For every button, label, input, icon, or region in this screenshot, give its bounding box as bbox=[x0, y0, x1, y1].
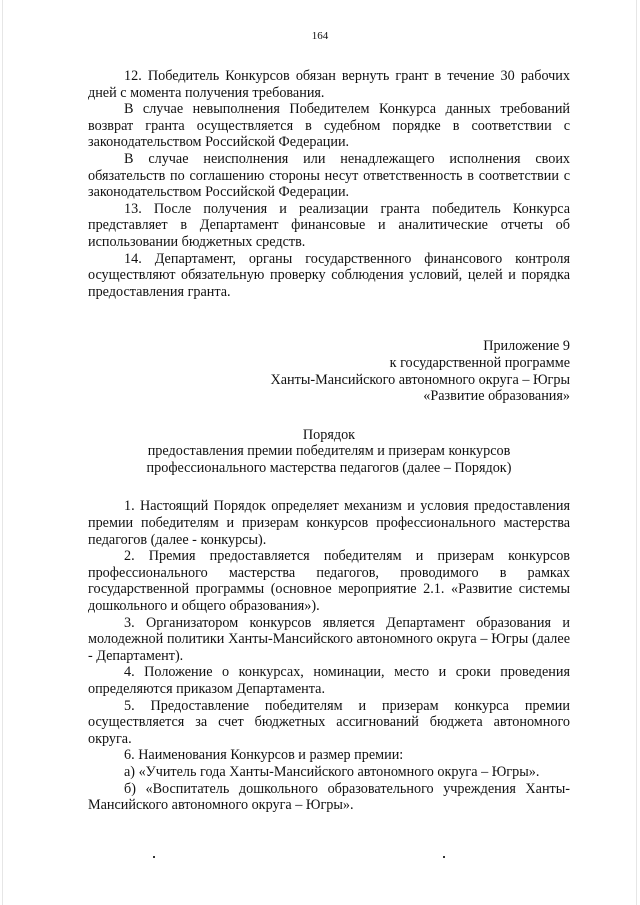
paragraph-reports: 13. После получения и реализации гранта победитель Конкурса представляет в Департамент финансовые и аналитические отчеты об использовании бюджетных средств. bbox=[88, 200, 570, 250]
paragraph-6a: а) «Учитель года Ханты-Мансийского автономного округа – Югры». bbox=[124, 763, 540, 780]
paragraph-4: 4. Положение о конкурсах, номинации, место и сроки проведения определяются приказом Департамента. bbox=[88, 664, 570, 697]
document-subtitle-line2: профессионального мастерства педагогов (далее – Порядок) bbox=[146, 459, 512, 476]
document-body bbox=[88, 68, 570, 814]
appendix-program: к государственной программе bbox=[389, 354, 570, 371]
appendix-program-name: «Развитие образования» bbox=[423, 388, 570, 405]
document-subtitle-line1: предоставления премии победителям и призерам конкурсов bbox=[147, 443, 511, 460]
scan-left-edge bbox=[2, 0, 3, 905]
scan-speck-right bbox=[443, 856, 445, 858]
paragraph-control: 14. Департамент, органы государственного финансового контроля осуществляют обязательную проверку соблюдения условий, целей и порядка предоставления гранта. bbox=[88, 250, 570, 300]
appendix-number: Приложение 9 bbox=[483, 338, 570, 355]
paragraph-6: 6. Наименования Конкурсов и размер премии: bbox=[124, 747, 404, 764]
paragraph-5: 5. Предоставление победителям и призерам конкурса премии осуществляется за счет бюджетных ассигнований бюджета автономного округа. bbox=[88, 697, 570, 747]
paragraph-court-return: В случае невыполнения Победителем Конкурса данных требований возврат гранта осуществляется в судебном порядке в соответствии с законодательством Российской Федерации. bbox=[88, 101, 570, 151]
paragraph-1: 1. Настоящий Порядок определяет механизм и условия предоставления премии победителям и призерам конкурсов профессионального мастерства педагогов (далее - конкурсы). bbox=[88, 498, 570, 548]
paragraph-3: 3. Организатором конкурсов является Департамент образования и молодежной политики Ханты-Мансийского автономного округа – Югры (далее - Департамент). bbox=[88, 614, 570, 664]
paragraph-grant-return: 12. Победитель Конкурсов обязан вернуть грант в течение 30 рабочих дней с момента получения требования. bbox=[88, 68, 570, 101]
paragraph-liability: В случае неисполнения или ненадлежащего исполнения своих обязательств по соглашению стороны несут ответственность в соответствии с законодательством Российской Федерации. bbox=[88, 150, 570, 201]
page-number: 164 bbox=[311, 30, 329, 42]
scan-right-edge bbox=[636, 0, 637, 905]
document-title: Порядок bbox=[302, 426, 356, 443]
appendix-region: Ханты-Мансийского автономного округа – Югры bbox=[270, 371, 570, 388]
scan-speck-left bbox=[153, 856, 155, 858]
paragraph-6b: б) «Воспитатель дошкольного образовательного учреждения Ханты-Мансийского автономного округа – Югры». bbox=[88, 780, 570, 814]
paragraph-2: 2. Премия предоставляется победителям и призерам конкурсов профессионального мастерства педагогов, проводимого в рамках государственной программы (основное мероприятие 2.1. «Развитие системы дошкольного и общего образования»). bbox=[88, 548, 570, 615]
